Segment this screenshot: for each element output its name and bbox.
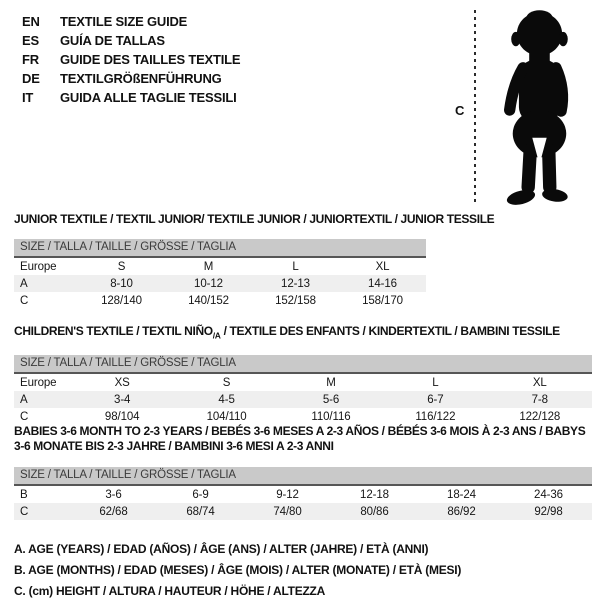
- cell-value: 12-18: [360, 488, 389, 501]
- cell-value: 3-4: [114, 393, 131, 406]
- legend-note: B. AGE (MONTHS) / EDAD (MESES) / ÂGE (MOIS) / ALTER (MONATE) / ETÀ (MESI): [14, 563, 462, 577]
- size-header-bar: SIZE / TALLA / TAILLE / GRÖSSE / TAGLIA: [14, 239, 426, 258]
- language-title: TEXTILE SIZE GUIDE: [60, 14, 188, 29]
- cell-value: 92/98: [534, 505, 563, 518]
- junior-textile-section: [14, 212, 592, 309]
- table-row: [14, 486, 592, 503]
- size-header-bar: SIZE / TALLA / TAILLE / GRÖSSE / TAGLIA: [14, 355, 592, 374]
- cell-value: 12-13: [281, 277, 310, 290]
- language-title: GUÍA DE TALLAS: [60, 33, 165, 48]
- size-table-junior: [14, 258, 426, 309]
- legend-notes: [14, 539, 461, 600]
- cell-value: 62/68: [99, 505, 128, 518]
- language-row: [22, 12, 240, 31]
- table-row: [14, 374, 592, 391]
- cell-value: 158/170: [362, 294, 403, 307]
- table-title-subscript: /A: [212, 330, 221, 341]
- cell-value: 110/116: [311, 410, 351, 423]
- cell-value: 80/86: [360, 505, 389, 518]
- cell-value: S: [117, 260, 126, 273]
- language-code: DE: [22, 71, 40, 86]
- size-table-babies: [14, 486, 592, 520]
- cell-value: 116/122: [415, 410, 456, 423]
- language-code: EN: [22, 14, 40, 29]
- language-title: GUIDE DES TAILLES TEXTILE: [60, 52, 241, 67]
- cell-value: 98/104: [104, 410, 140, 423]
- babies-textile-section: [14, 424, 592, 520]
- row-label: B: [20, 488, 28, 501]
- language-code: FR: [22, 52, 39, 67]
- legend-note: A. AGE (YEARS) / EDAD (AÑOS) / ÂGE (ANS) / ALTER (JAHRE) / ETÀ (ANNI): [14, 542, 429, 556]
- height-measure-line: [474, 10, 476, 206]
- row-label: C: [20, 410, 29, 423]
- cell-value: 128/140: [101, 294, 142, 307]
- row-label: C: [20, 294, 29, 307]
- cell-value: 5-6: [322, 393, 340, 406]
- row-label: A: [20, 393, 28, 406]
- baby-silhouette: [486, 6, 594, 212]
- children-textile-section: [14, 324, 592, 425]
- table-title: JUNIOR TEXTILE / TEXTIL JUNIOR/ TEXTILE JUNIOR / JUNIORTEXTIL / JUNIOR TESSILE: [14, 212, 495, 226]
- cell-value: 122/128: [519, 410, 561, 423]
- cell-value: 24-36: [534, 488, 563, 501]
- table-title-text: CHILDREN'S TEXTILE / TEXTIL NIÑO: [14, 324, 213, 338]
- table-title-text: / TEXTILE DES ENFANTS / KINDERTEXTIL / BAMBINI TESSILE: [220, 324, 560, 338]
- language-list: [22, 12, 240, 107]
- cell-value: 74/80: [273, 505, 302, 518]
- cell-value: M: [326, 376, 336, 389]
- table-title: [14, 324, 592, 343]
- cell-value: 140/152: [188, 294, 229, 307]
- cell-value: 152/158: [275, 294, 316, 307]
- language-code: IT: [22, 90, 34, 105]
- row-label: A: [20, 277, 28, 290]
- cell-value: 4-5: [218, 393, 235, 406]
- cell-value: L: [432, 376, 439, 389]
- language-row: [22, 50, 240, 69]
- table-row: [14, 503, 592, 520]
- table-row: [14, 391, 592, 408]
- cell-value: 9-12: [276, 488, 299, 501]
- table-title: BABIES 3-6 MONTH TO 2-3 YEARS / BEBÉS 3-6 MESES A 2-3 AÑOS / BÉBÉS 3-6 MOIS À 2-3 ANS / BABYS 3-6 MONATE BIS 2-3 JAHRE / BAMBINI 3-6 MESI A 2-3 ANNI: [14, 424, 586, 453]
- cell-value: 3-6: [105, 488, 122, 501]
- language-row: [22, 88, 240, 107]
- language-row: [22, 31, 240, 50]
- cell-value: 68/74: [186, 505, 215, 518]
- row-label: Europe: [20, 376, 57, 389]
- table-row: [14, 275, 426, 292]
- cell-value: S: [222, 376, 231, 389]
- size-table-children: [14, 374, 592, 425]
- size-header-bar: SIZE / TALLA / TAILLE / GRÖSSE / TAGLIA: [14, 467, 592, 486]
- row-label: Europe: [20, 260, 57, 273]
- cell-value: 104/110: [206, 410, 247, 423]
- cell-value: 6-7: [427, 393, 444, 406]
- table-row: [14, 292, 426, 309]
- cell-value: 6-9: [192, 488, 209, 501]
- cell-value: 10-12: [194, 277, 223, 290]
- cell-value: M: [203, 260, 214, 273]
- language-title: TEXTILGRÖßENFÜHRUNG: [60, 71, 222, 86]
- language-title: GUIDA ALLE TAGLIE TESSILI: [60, 90, 237, 105]
- cell-value: L: [292, 260, 299, 273]
- cell-value: 18-24: [447, 488, 476, 501]
- cell-value: 14-16: [368, 277, 397, 290]
- table-row: [14, 258, 426, 275]
- table-row: [14, 408, 592, 425]
- legend-note: C. (cm) HEIGHT / ALTURA / HAUTEUR / HÖHE / ALTEZZA: [14, 584, 326, 598]
- height-measure-label: C: [455, 103, 465, 118]
- row-label: C: [20, 505, 29, 518]
- cell-value: 86/92: [447, 505, 476, 518]
- cell-value: XL: [375, 260, 390, 273]
- cell-value: XL: [532, 376, 547, 389]
- language-code: ES: [22, 33, 39, 48]
- cell-value: 8-10: [110, 277, 133, 290]
- language-row: [22, 69, 240, 88]
- cell-value: 7-8: [531, 393, 548, 406]
- cell-value: XS: [114, 376, 130, 389]
